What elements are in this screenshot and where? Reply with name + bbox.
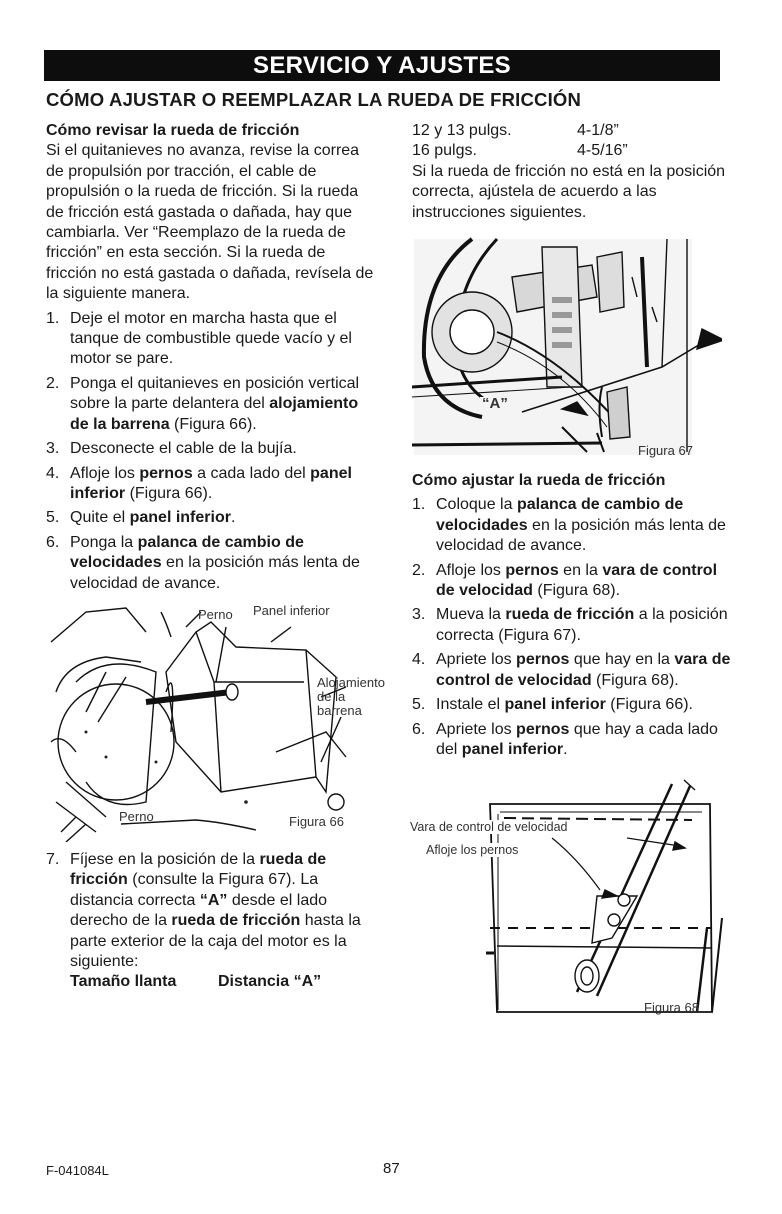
- step-item: [412, 695, 732, 715]
- left-column: [46, 121, 385, 993]
- check-intro: Si el quitanieves no avanza, revise la correa de propulsión por tracción, el cable de propulsión o la rueda de fricción. Si la rueda de fricción está gastada o dañada, hay que cambiarla. Ver “Reemplazo de la rueda de fricción” en esta sección. Si la rueda de fricción no está gastada o dañada, revísela de la siguiente manera.: [46, 142, 374, 303]
- step-text: Afloje los: [436, 561, 506, 579]
- step-text: (Figura 68).: [591, 671, 679, 689]
- check-heading: Cómo revisar la rueda de fricción: [46, 122, 300, 139]
- step-number: 1.: [46, 309, 60, 327]
- step-number: 2.: [412, 561, 426, 579]
- step-number: 4.: [412, 651, 426, 669]
- figure-66: [46, 602, 385, 842]
- step-text: (Figura 68).: [532, 582, 621, 600]
- step-item: [46, 439, 376, 459]
- step-number: 6.: [412, 720, 426, 738]
- step-item: [412, 495, 732, 556]
- page-number: 87: [383, 1160, 400, 1177]
- step-item: [46, 374, 376, 435]
- step-text: en la posición más lenta de velocidad de avance.: [70, 554, 360, 592]
- step-text: desde el lado derecho de la: [70, 891, 328, 930]
- step-number: 5.: [46, 509, 60, 527]
- step-text: (Figura 66).: [169, 415, 257, 433]
- fig68-caption: Figura 68: [644, 1000, 699, 1016]
- step-number: 4.: [46, 464, 60, 482]
- step-text: que hay en la: [569, 651, 675, 669]
- fig66-caption: Figura 66: [289, 813, 344, 829]
- step-emphasis: rueda de fricción: [171, 912, 301, 930]
- fig67-a-label: “A”: [482, 395, 508, 413]
- table-header-distance: Distancia “A”: [218, 973, 322, 991]
- step-emphasis: rueda de fricción: [70, 850, 327, 889]
- step-emphasis: alojamiento de la barrena: [70, 395, 359, 433]
- step-item: [46, 533, 376, 594]
- fig68-vara-label: Vara de control de velocidad: [410, 820, 568, 835]
- step-text: Ponga el quitanieves en posición vertical sobre la parte delantera del: [70, 374, 360, 413]
- section-banner: SERVICIO Y AJUSTES: [44, 50, 720, 81]
- step-text: en la posición más lenta de velocidad de avance.: [436, 516, 726, 555]
- distance-row: [412, 141, 732, 161]
- step-text: en la: [558, 561, 603, 579]
- step-emphasis: pernos: [516, 651, 570, 669]
- step-number: 5.: [412, 696, 426, 714]
- distance-row-size: 12 y 13 pulgs.: [412, 122, 512, 139]
- step-text: que hay a cada lado del: [436, 720, 718, 758]
- step-number: 1.: [412, 496, 426, 514]
- distance-row-value: 4-1/8”: [577, 122, 619, 139]
- step-number: 7.: [46, 850, 60, 868]
- step-text: Desconecte el cable de la bujía.: [70, 440, 297, 458]
- step-text: Deje el motor en marcha hasta que el tanque de combustible quede vacío y el motor se pare.: [70, 309, 352, 368]
- step-text: Afloje los: [70, 464, 140, 482]
- step-text: Quite el: [70, 509, 130, 527]
- step-text: .: [230, 509, 236, 527]
- distance-row-size: 16 pulgs.: [412, 142, 477, 160]
- step-item: [412, 650, 732, 691]
- step-text: a la posición correcta (Figura 67).: [436, 606, 728, 644]
- figure-68-illustration: [402, 778, 727, 1020]
- step-item: [412, 720, 732, 761]
- step-emphasis: palanca de cambio de velocidades: [70, 533, 304, 572]
- document-code: F-041084L: [46, 1163, 109, 1178]
- fig66-panel-label: Panel inferior: [253, 602, 330, 618]
- step-text: Ponga la: [70, 533, 138, 551]
- step-number: 6.: [46, 533, 60, 551]
- step-text: Apriete los: [436, 720, 517, 738]
- fig68-afloje-label: Afloje los pernos: [426, 843, 519, 858]
- step-emphasis: “A”: [199, 891, 228, 909]
- step-number: 2.: [46, 374, 60, 392]
- step-item: [46, 850, 376, 972]
- step-emphasis: panel inferior: [504, 696, 606, 714]
- step-text: Apriete los: [436, 651, 517, 669]
- adjust-note: Si la rueda de fricción no está en la posición correcta, ajústela de acuerdo a las instrucciones siguientes.: [412, 162, 726, 221]
- step-number: 3.: [412, 606, 426, 624]
- step-emphasis: pernos: [505, 561, 559, 579]
- fig66-perno-bottom-label: Perno: [119, 808, 154, 824]
- distance-table-header: [46, 972, 376, 992]
- figure-67-illustration: [412, 237, 722, 461]
- step-item: [46, 464, 376, 505]
- step-emphasis: vara de control de velocidad: [436, 651, 731, 689]
- figure-66-illustration: [46, 602, 385, 842]
- step-text: Mueva la: [436, 606, 506, 624]
- step-item: [412, 561, 732, 602]
- step-emphasis: panel inferior: [129, 509, 231, 527]
- step-text: (consulte la Figura 67). La distancia correcta: [70, 871, 319, 909]
- step-emphasis: pernos: [516, 720, 570, 738]
- step-text: (Figura 66).: [605, 696, 693, 714]
- distance-row-value: 4-5/16”: [577, 142, 628, 160]
- right-column: [412, 121, 732, 1020]
- distance-row: [412, 121, 732, 141]
- step-text: a cada lado del: [192, 464, 311, 482]
- step-text: .: [563, 740, 568, 758]
- step-item: [412, 605, 732, 646]
- step-number: 3.: [46, 440, 60, 458]
- step-emphasis: palanca de cambio de velocidades: [436, 496, 684, 534]
- check-step-7: [46, 850, 376, 972]
- fig67-caption: Figura 67: [638, 443, 693, 459]
- step-emphasis: panel inferior: [461, 740, 564, 758]
- fig66-alojamiento-label: Alojamiento de la barrena: [317, 674, 385, 718]
- step-text: Coloque la: [436, 496, 517, 514]
- check-steps-list: [46, 309, 376, 594]
- table-header-size: Tamaño llanta: [70, 973, 177, 991]
- figure-68: [402, 778, 727, 1020]
- step-text: (Figura 66).: [125, 484, 213, 502]
- page-subtitle: CÓMO AJUSTAR O REEMPLAZAR LA RUEDA DE FRICCIÓN: [46, 89, 582, 110]
- step-text: Fíjese en la posición de la: [70, 850, 260, 868]
- adjust-steps-list: [412, 495, 732, 760]
- step-text: hasta la parte exterior de la caja del motor es la siguiente:: [70, 912, 361, 970]
- step-emphasis: pernos: [139, 464, 193, 482]
- adjust-heading: Cómo ajustar la rueda de fricción: [412, 472, 666, 490]
- step-emphasis: vara de control de velocidad: [436, 561, 718, 600]
- fig66-perno-top-label: Perno: [198, 606, 233, 622]
- distance-table: [412, 121, 732, 162]
- step-item: [46, 309, 376, 370]
- step-emphasis: rueda de fricción: [505, 606, 635, 624]
- step-item: [46, 508, 376, 528]
- step-text: Instale el: [436, 696, 505, 714]
- step-emphasis: panel inferior: [70, 464, 352, 502]
- figure-67: [412, 237, 722, 461]
